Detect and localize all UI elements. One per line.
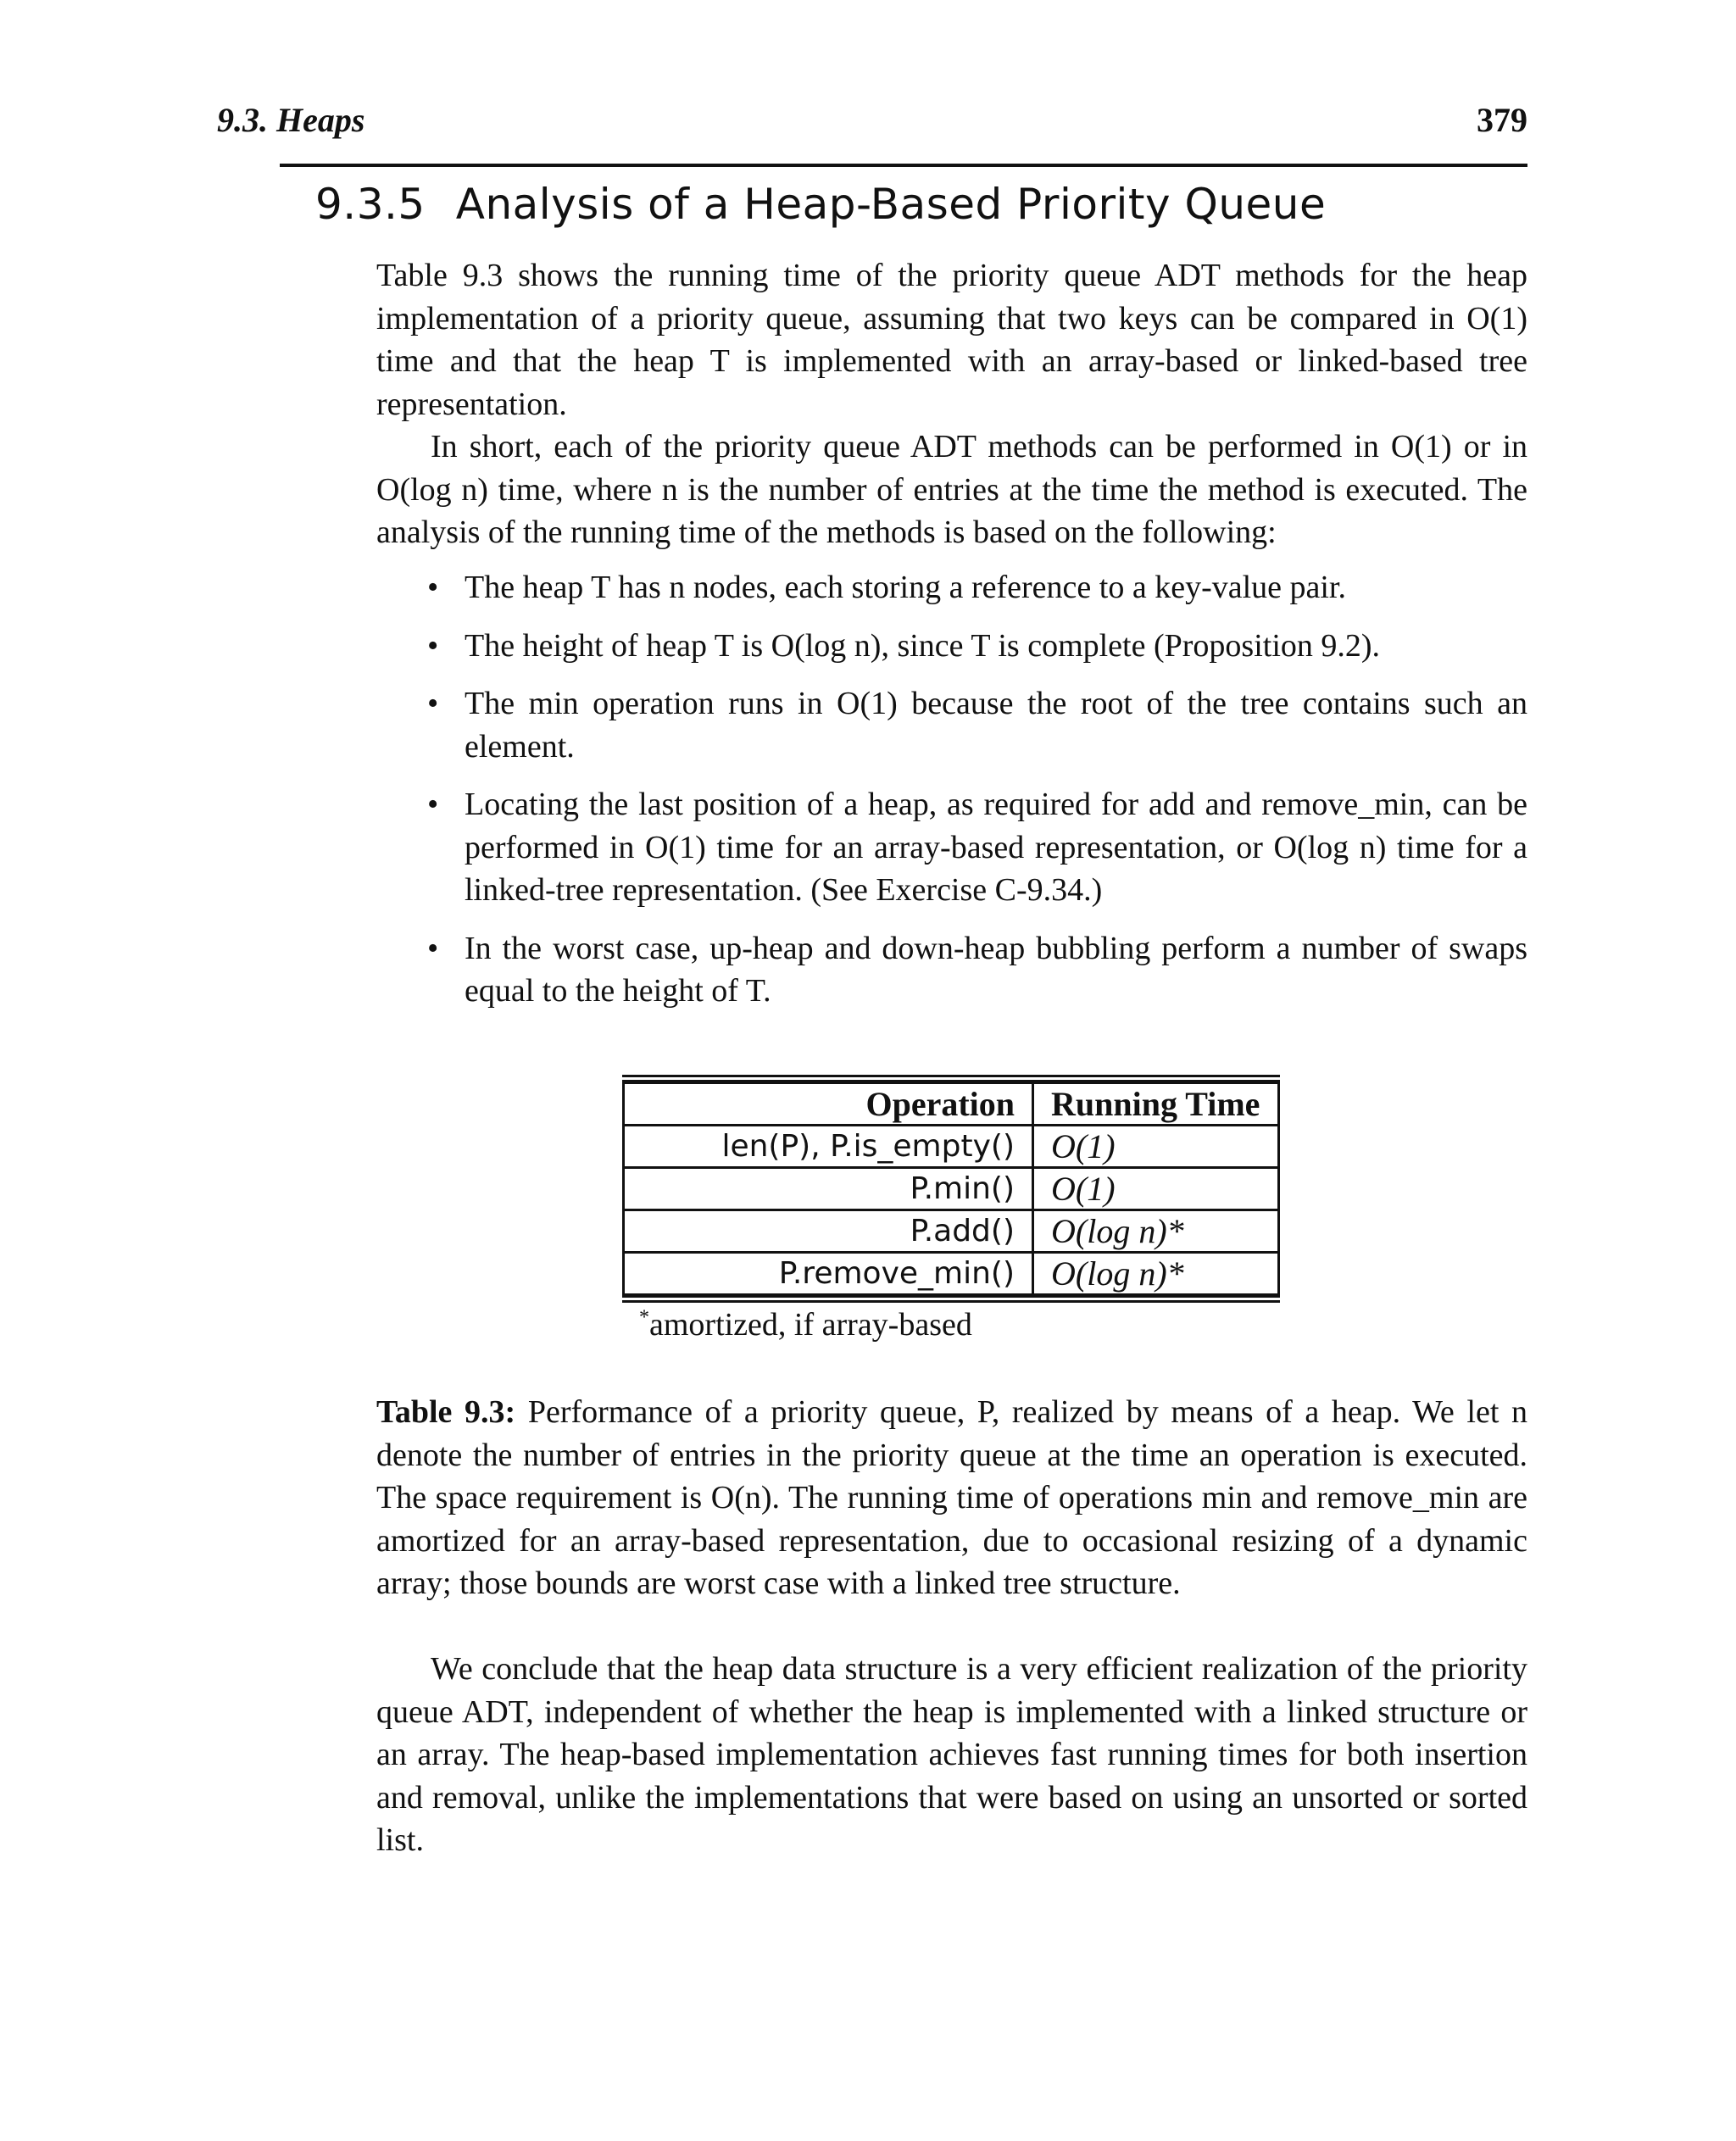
list-item: • The heap T has n nodes, each storing a reference to a key-value pair.	[424, 566, 1527, 609]
list-item: • In the worst case, up-heap and down-heap bubbling perform a number of swaps equal to the height of T.	[424, 927, 1527, 1013]
table-top-rule	[622, 1075, 1280, 1082]
performance-table	[622, 1082, 1280, 1296]
list-item: • The min operation runs in O(1) because the root of the tree contains such an element.	[424, 682, 1527, 768]
section-number: 9.3.5	[315, 180, 426, 229]
running-time-cell: O(1)	[1033, 1168, 1279, 1210]
running-time-cell: O(log n)*	[1033, 1210, 1279, 1253]
operation-cell: P.add()	[624, 1210, 1033, 1253]
analysis-bullet-list	[424, 566, 1527, 1028]
operation-cell: P.remove_min()	[624, 1253, 1033, 1295]
section-title-text: Analysis of a Heap-Based Priority Queue	[455, 180, 1327, 229]
running-time-cell: O(log n)*	[1033, 1253, 1279, 1295]
footnote-text: amortized, if array-based	[649, 1307, 972, 1343]
page-number: 379	[1477, 101, 1527, 139]
chapter-heading: 9.3. Heaps	[217, 101, 365, 139]
running-time-cell: O(1)	[1033, 1126, 1279, 1168]
running-head	[217, 100, 1527, 142]
caption-label: Table 9.3:	[376, 1394, 516, 1430]
footnote-mark: *	[639, 1306, 649, 1329]
operation-cell: len(P), P.is_empty()	[624, 1126, 1033, 1168]
header-running-time: Running Time	[1033, 1083, 1279, 1126]
list-item: • The height of heap T is O(log n), since T is complete (Proposition 9.2).	[424, 625, 1527, 668]
header-operation: Operation	[624, 1083, 1033, 1126]
header-rule	[280, 164, 1527, 167]
operation-cell: P.min()	[624, 1168, 1033, 1210]
table-row	[624, 1210, 1279, 1253]
paragraph-summary: In short, each of the priority queue ADT methods can be performed in O(1) or in O(log n) time, where n is the number of entries at the time the method is executed. The analysis of the running time of the methods is based on the following:	[376, 429, 1527, 550]
table-row	[624, 1126, 1279, 1168]
table-row	[624, 1168, 1279, 1210]
caption-text: Performance of a priority queue, P, realized by means of a heap. We let n denote the number of entries in the priority queue at the time an operation is executed. The space requirement is O(n). The running time of operations min and remove_min are amortized for an array-based representation, due to occasional resizing of a dynamic array; those bounds are worst case with a linked tree structure.	[376, 1394, 1528, 1601]
table-bottom-rule	[622, 1296, 1280, 1303]
performance-table-block	[622, 1075, 1280, 1343]
paragraph-conclusion: We conclude that the heap data structure is a very efficient realization of the priority queue ADT, independent of whether the heap is implemented with a linked structure or an array. The heap-based implementation achieves fast running times for both insertion and removal, unlike the implementations that were based on using an unsorted or sorted list.	[376, 1651, 1527, 1858]
table-caption	[376, 1391, 1527, 1605]
section-title	[315, 180, 1326, 229]
paragraph-intro: Table 9.3 shows the running time of the priority queue ADT methods for the heap implementation of a priority queue, assuming that two keys can be compared in O(1) time and that the heap T is implemented with an array-based or linked-based tree representation.	[376, 258, 1527, 422]
table-footnote	[622, 1306, 1280, 1343]
table-row	[624, 1253, 1279, 1295]
list-item: • Locating the last position of a heap, as required for add and remove_min, can be performed in O(1) time for an array-based representation, or O(log n) time for a linked-tree representation. (See Exercise C-9.34.)	[424, 783, 1527, 912]
table-header-row	[624, 1083, 1279, 1126]
